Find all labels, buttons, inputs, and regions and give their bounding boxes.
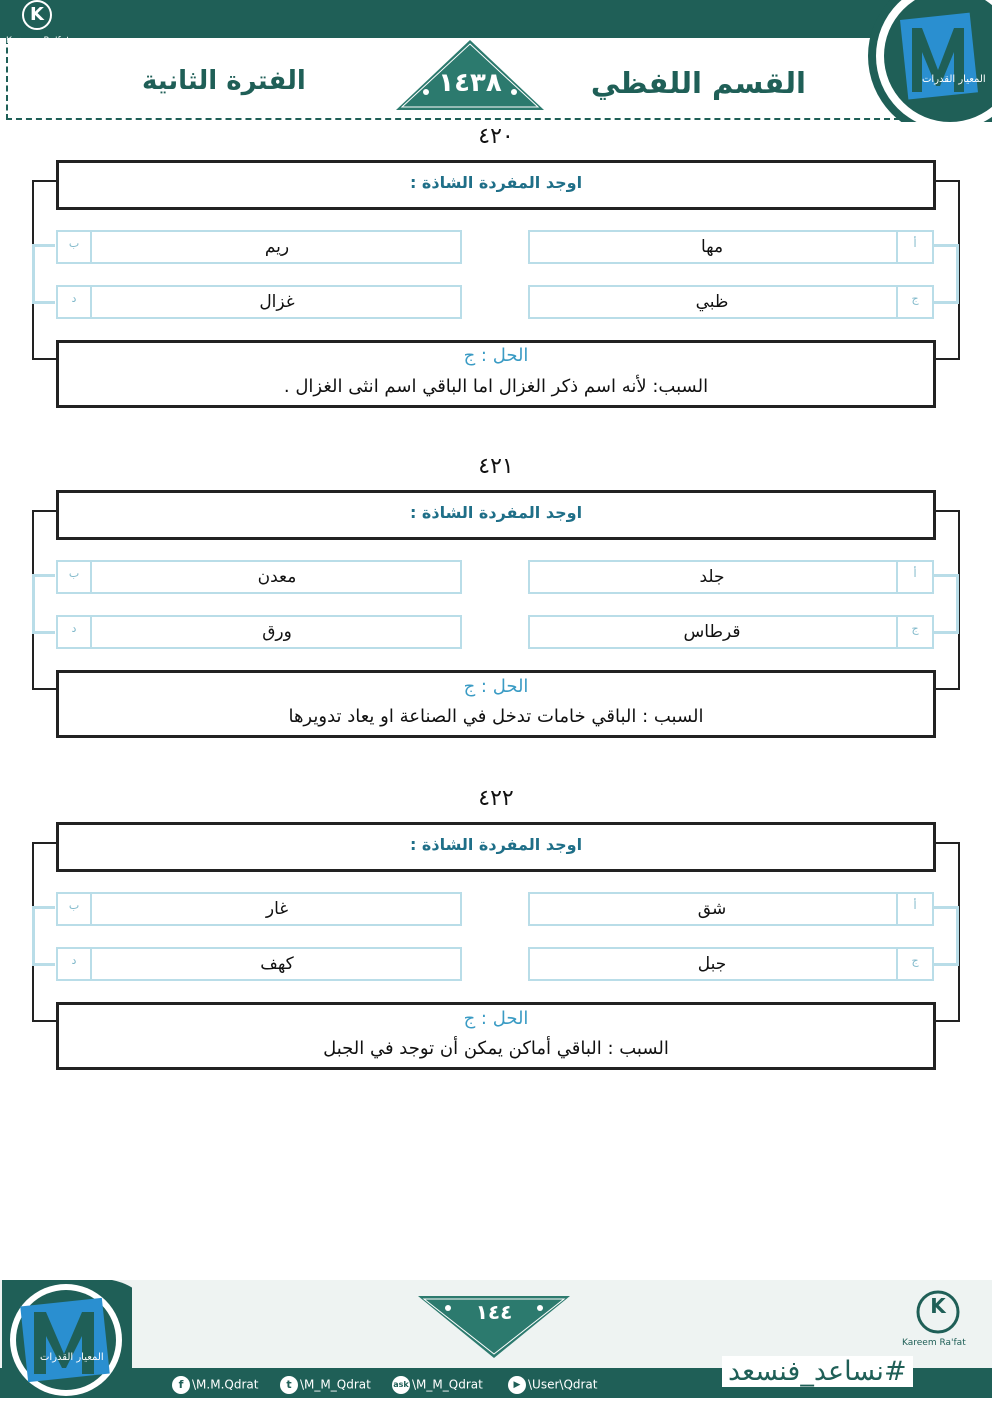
social-ask[interactable]: [392, 1376, 483, 1394]
option-b[interactable]: [56, 560, 462, 594]
book-logo-icon: [860, 0, 992, 122]
footer-brand-name: Kareem Ra'fat: [902, 1338, 966, 1348]
option-text: مها: [700, 237, 724, 257]
brand-k-logo-icon: K: [22, 0, 52, 30]
footer-logo-text: المعيار القدرات: [40, 1352, 104, 1363]
answer-reason: السبب : الباقي أماكن يمكن أن توجد في الجبل: [323, 1038, 669, 1059]
header-band: [0, 0, 900, 38]
brand-name: Kareem Ra'fat: [6, 36, 70, 46]
social-handle: \User\Qdrat: [528, 1377, 598, 1392]
option-text: ظبي: [695, 292, 729, 312]
options-bracket-right: [934, 574, 959, 634]
answer-label: الحل : ج: [463, 676, 529, 697]
question-number: ٤٢١: [478, 454, 514, 479]
header-logo-text: المعيار القدرات: [922, 74, 986, 85]
options-bracket-left: [32, 906, 55, 966]
twitter-icon: t: [280, 1376, 298, 1394]
youtube-icon: ▶: [508, 1376, 526, 1394]
option-text: معدن: [257, 567, 297, 587]
social-youtube[interactable]: [508, 1376, 598, 1394]
option-c[interactable]: [528, 615, 934, 649]
option-d[interactable]: [56, 615, 462, 649]
option-text: ريم: [264, 237, 290, 257]
question-prompt: اوجد المفردة الشاذة :: [409, 835, 583, 854]
option-letter: ب: [58, 562, 92, 592]
question-number: ٤٢٢: [478, 786, 514, 811]
social-handle: \M.M.Qdrat: [192, 1377, 259, 1392]
option-c[interactable]: [528, 947, 934, 981]
question-prompt: اوجد المفردة الشاذة :: [409, 503, 583, 522]
hashtag: #نساعد_فنسعد: [722, 1356, 913, 1387]
option-a[interactable]: [528, 230, 934, 264]
option-letter: د: [58, 949, 92, 979]
option-letter: ج: [896, 287, 932, 317]
option-letter: ج: [896, 949, 932, 979]
option-letter: د: [58, 287, 92, 317]
options-bracket-right: [934, 244, 959, 304]
options-bracket-left: [32, 244, 55, 304]
option-text: جبل: [697, 954, 727, 974]
option-letter: أ: [896, 894, 932, 924]
footer-book-logo-icon: [2, 1280, 132, 1398]
section-title: القسم اللفظي: [590, 66, 806, 100]
options-bracket-left: [32, 574, 55, 634]
option-a[interactable]: [528, 892, 934, 926]
option-b[interactable]: [56, 230, 462, 264]
answer-label: الحل : ج: [463, 1008, 529, 1029]
period-title: الفترة الثانية: [142, 66, 306, 96]
social-facebook[interactable]: [172, 1376, 258, 1394]
answer-reason: السبب: لأنه اسم ذكر الغزال اما الباقي اسم انثى الغزال .: [283, 376, 709, 397]
option-text: شق: [697, 899, 727, 919]
option-text: غار: [265, 899, 289, 919]
option-c[interactable]: [528, 285, 934, 319]
answer-reason: السبب : الباقي خامات تدخل في الصناعة او يعاد تدويرها: [288, 706, 704, 727]
option-d[interactable]: [56, 947, 462, 981]
option-letter: د: [58, 617, 92, 647]
option-letter: ب: [58, 894, 92, 924]
option-text: قرطاس: [683, 622, 741, 642]
option-a[interactable]: [528, 560, 934, 594]
ask-icon: ask: [392, 1376, 410, 1394]
options-bracket-right: [934, 906, 959, 966]
footer-brand-letter: K: [930, 1294, 946, 1318]
option-letter: أ: [896, 232, 932, 262]
option-text: ورق: [262, 622, 292, 642]
option-text: كهف: [260, 954, 294, 974]
social-handle: \M_M_Qdrat: [300, 1377, 371, 1392]
question-number: ٤٢٠: [478, 124, 514, 149]
option-text: جلد: [699, 567, 725, 587]
question-prompt: اوجد المفردة الشاذة :: [409, 173, 583, 192]
option-d[interactable]: [56, 285, 462, 319]
social-twitter[interactable]: [280, 1376, 371, 1394]
option-text: غزال: [259, 292, 295, 312]
option-letter: أ: [896, 562, 932, 592]
option-letter: ب: [58, 232, 92, 262]
option-b[interactable]: [56, 892, 462, 926]
answer-label: الحل : ج: [463, 345, 529, 366]
social-handle: \M_M_Qdrat: [412, 1377, 483, 1392]
page-number: ١٤٤: [475, 1300, 513, 1324]
year-label: ١٤٣٨: [438, 68, 502, 98]
facebook-icon: f: [172, 1376, 190, 1394]
option-letter: ج: [896, 617, 932, 647]
